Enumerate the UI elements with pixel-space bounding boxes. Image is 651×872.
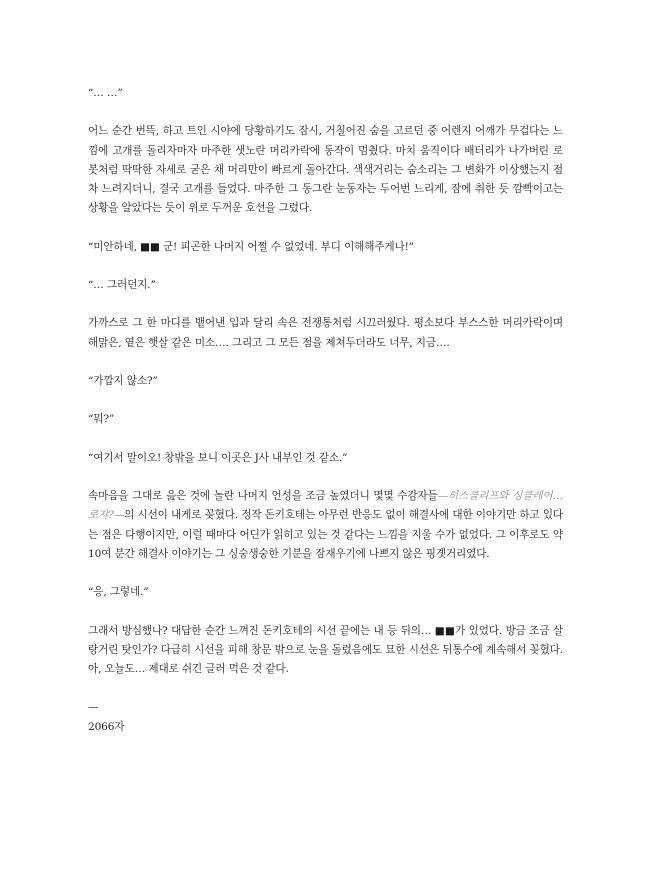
- paragraph-8: “여기서 말이오! 창밖을 보니 이곳은 J사 내부인 것 같소.”: [88, 451, 348, 464]
- paragraph-1: “… …”: [88, 87, 123, 99]
- paragraph-10: “응, 그렇네.”: [88, 586, 149, 599]
- paragraph-5: 가까스로 그 한 마디를 뱉어낸 입과 달리 속은 전쟁통처럼 시끄러웠다. 평소보다 부스스한 머리카락이며 해맑은, 옅은 햇살 같은 미소…. 그리고 그 모든 점을 제쳐두더라도 너무, 지금….: [88, 317, 563, 349]
- paragraph-7: “뭐?”: [88, 413, 115, 426]
- paragraph-3: “미안하네, ■■ 군! 피곤한 나머지 어쩔 수 없었네. 부디 이해해주게나!”: [88, 240, 414, 253]
- paragraph-9: [88, 487, 563, 564]
- character-count: 2066자: [88, 720, 125, 733]
- paragraph-9-italic-aside: —히스클리프와 싱클레어… 로쟈?—: [88, 490, 563, 522]
- document-body: [88, 84, 563, 737]
- end-dash: —: [88, 701, 99, 714]
- paragraph-9-after: 의 시선이 내게로 꽂혔다. 정작 돈키호테는 아무런 반응도 없이 해결사에 대한 이야기만 하고 있다는 점은 다행이지만, 이럴 때마다 어딘가 읽히고 있는 것 같다는 느낌을 지울 수가 없었다. 그 이후로도 약 10여 분간 해결사 이야기는 그 싱숭생숭한 기분을 잠재우기에 나쁘지 않은 핑곗거리였다.: [88, 509, 563, 560]
- paragraph-4: “… 그러던지.”: [88, 278, 156, 291]
- paragraph-11: 그래서 방심했나? 대답한 순간 느껴진 돈키호테의 시선 끝에는 내 등 뒤의… ■■가 있었다. 방금 조금 살랑거린 탓인가? 다급히 시선을 피해 창문 밖으로 눈을 돌렸음에도 묘한 시선은 뒤통수에 계속해서 꽂혔다. 아, 오늘도… 제대로 쉬긴 글러 먹은 것 같다.: [88, 624, 563, 675]
- paragraph-9-before: 속마음을 그대로 읊은 것에 놀란 나머지 언성을 조금 높였더니 몇몇 수감자들: [88, 490, 438, 503]
- paragraph-6: “가깝지 않소?”: [88, 374, 158, 387]
- paragraph-2: 어느 순간 번뜩, 하고 트인 시야에 당황하기도 잠시, 거칠어진 숨을 고르던 중 어렌지 어깨가 무겁다는 느낌에 고개를 돌리자마자 마주한 샛노란 머리카락에 동작이 멈췄다. 마치 움직이다 배터리가 나가버린 로봇처럼 딱딱한 자세로 굳은 채 머리만이 빠르게 돌아간다. 색색거리는 숨소리는 그 변화가 이상했는지 점차 느려지더니, 결국 고개를 들었다. 마주한 그 동그란 눈동자는 두어번 느리게, 잠에 취한 듯 깜빡이고는 상황을 알았다는 듯이 위로 두꺼운 호선을 그렸다.: [88, 125, 563, 215]
